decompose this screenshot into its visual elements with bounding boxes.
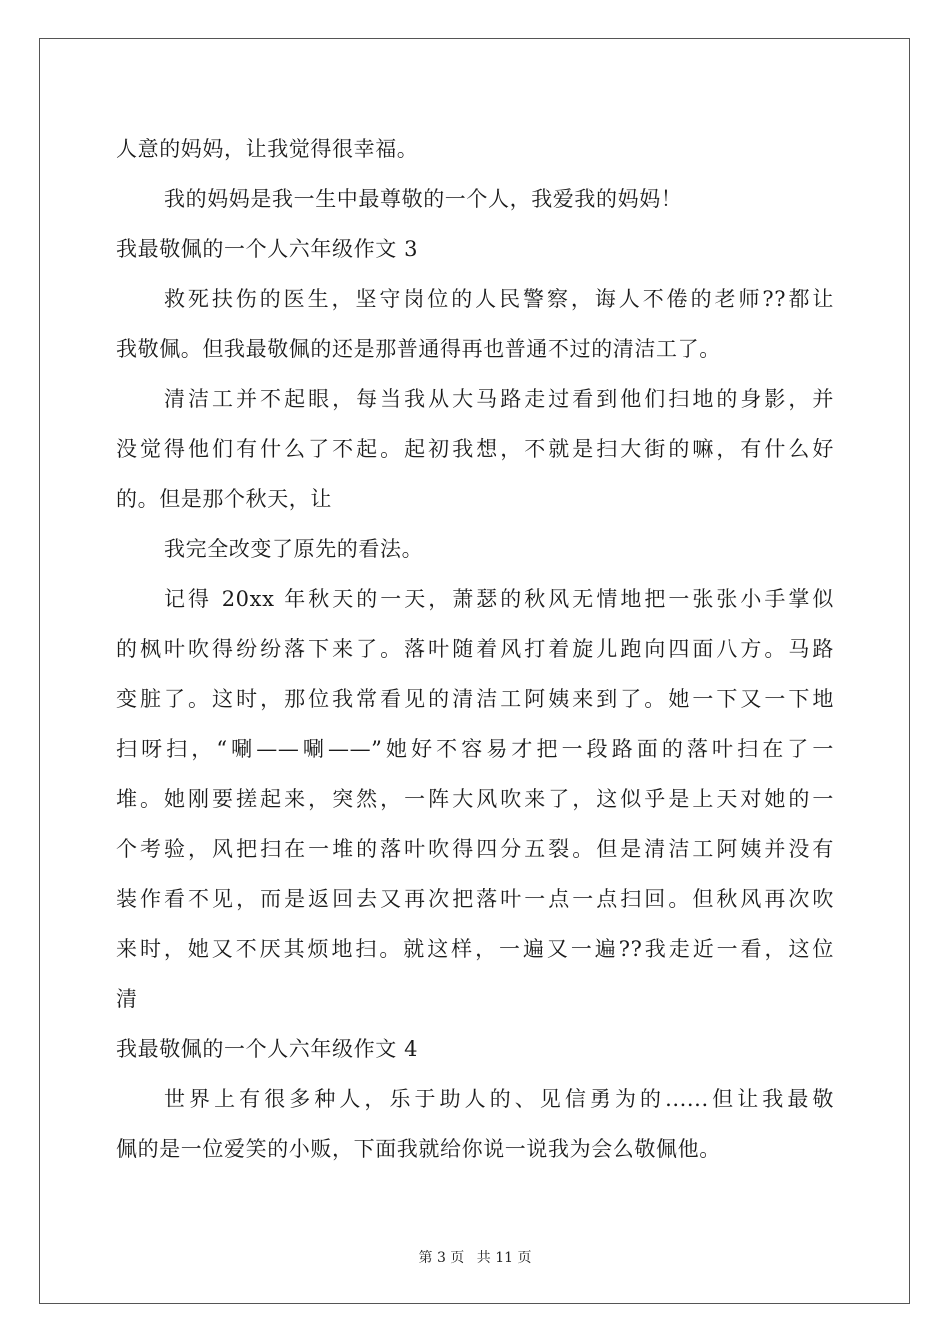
paragraph-line: 个考验，风把扫在一堆的落叶吹得四分五裂。但是清洁工阿姨并没有 <box>116 837 834 861</box>
paragraph-line: 我敬佩。但我最敬佩的还是那普通得再也普通不过的清洁工了。 <box>116 337 721 361</box>
page-number: 第 3 页 <box>418 1250 465 1266</box>
paragraph-line: 记得 20xx 年秋天的一天，萧瑟的秋风无情地把一张张小手掌似 <box>164 587 834 611</box>
paragraph-line: 我的妈妈是我一生中最尊敬的一个人，我爱我的妈妈！ <box>164 187 683 211</box>
paragraph-line: 救死扶伤的医生，坚守岗位的人民警察，诲人不倦的老师??都让 <box>164 287 834 311</box>
paragraph-line: 来时，她又不厌其烦地扫。就这样，一遍又一遍??我走近一看，这位 <box>116 937 834 961</box>
paragraph-line: 清 <box>116 987 138 1011</box>
paragraph-line: 没觉得他们有什么了不起。起初我想，不就是扫大街的嘛，有什么好 <box>116 437 834 461</box>
paragraph-line: 堆。她刚要搓起来，突然，一阵大风吹来了，这似乎是上天对她的一 <box>116 787 834 811</box>
page-total: 共 11 页 <box>476 1250 532 1266</box>
paragraph-line: 扫呀扫，“唰——唰——”她好不容易才把一段路面的落叶扫在了一 <box>116 737 834 761</box>
page-footer <box>0 1247 950 1267</box>
paragraph-line: 的。但是那个秋天，让 <box>116 487 332 511</box>
paragraph-line: 我完全改变了原先的看法。 <box>164 537 424 561</box>
paragraph-line: 佩的是一位爱笑的小贩，下面我就给你说一说我为会么敬佩他。 <box>116 1137 721 1161</box>
section-heading: 我最敬佩的一个人六年级作文 3 <box>116 237 419 261</box>
paragraph-line: 世界上有很多种人，乐于助人的、见信勇为的......但让我最敬 <box>164 1087 834 1111</box>
section-heading: 我最敬佩的一个人六年级作文 4 <box>116 1037 419 1061</box>
paragraph-line: 清洁工并不起眼，每当我从大马路走过看到他们扫地的身影，并 <box>164 387 834 411</box>
paragraph-line: 装作看不见，而是返回去又再次把落叶一点一点扫回。但秋风再次吹 <box>116 887 834 911</box>
paragraph-line: 的枫叶吹得纷纷落下来了。落叶随着风打着旋儿跑向四面八方。马路 <box>116 637 834 661</box>
paragraph-line: 变脏了。这时，那位我常看见的清洁工阿姨来到了。她一下又一下地 <box>116 687 834 711</box>
paragraph-line: 人意的妈妈，让我觉得很幸福。 <box>116 137 419 161</box>
